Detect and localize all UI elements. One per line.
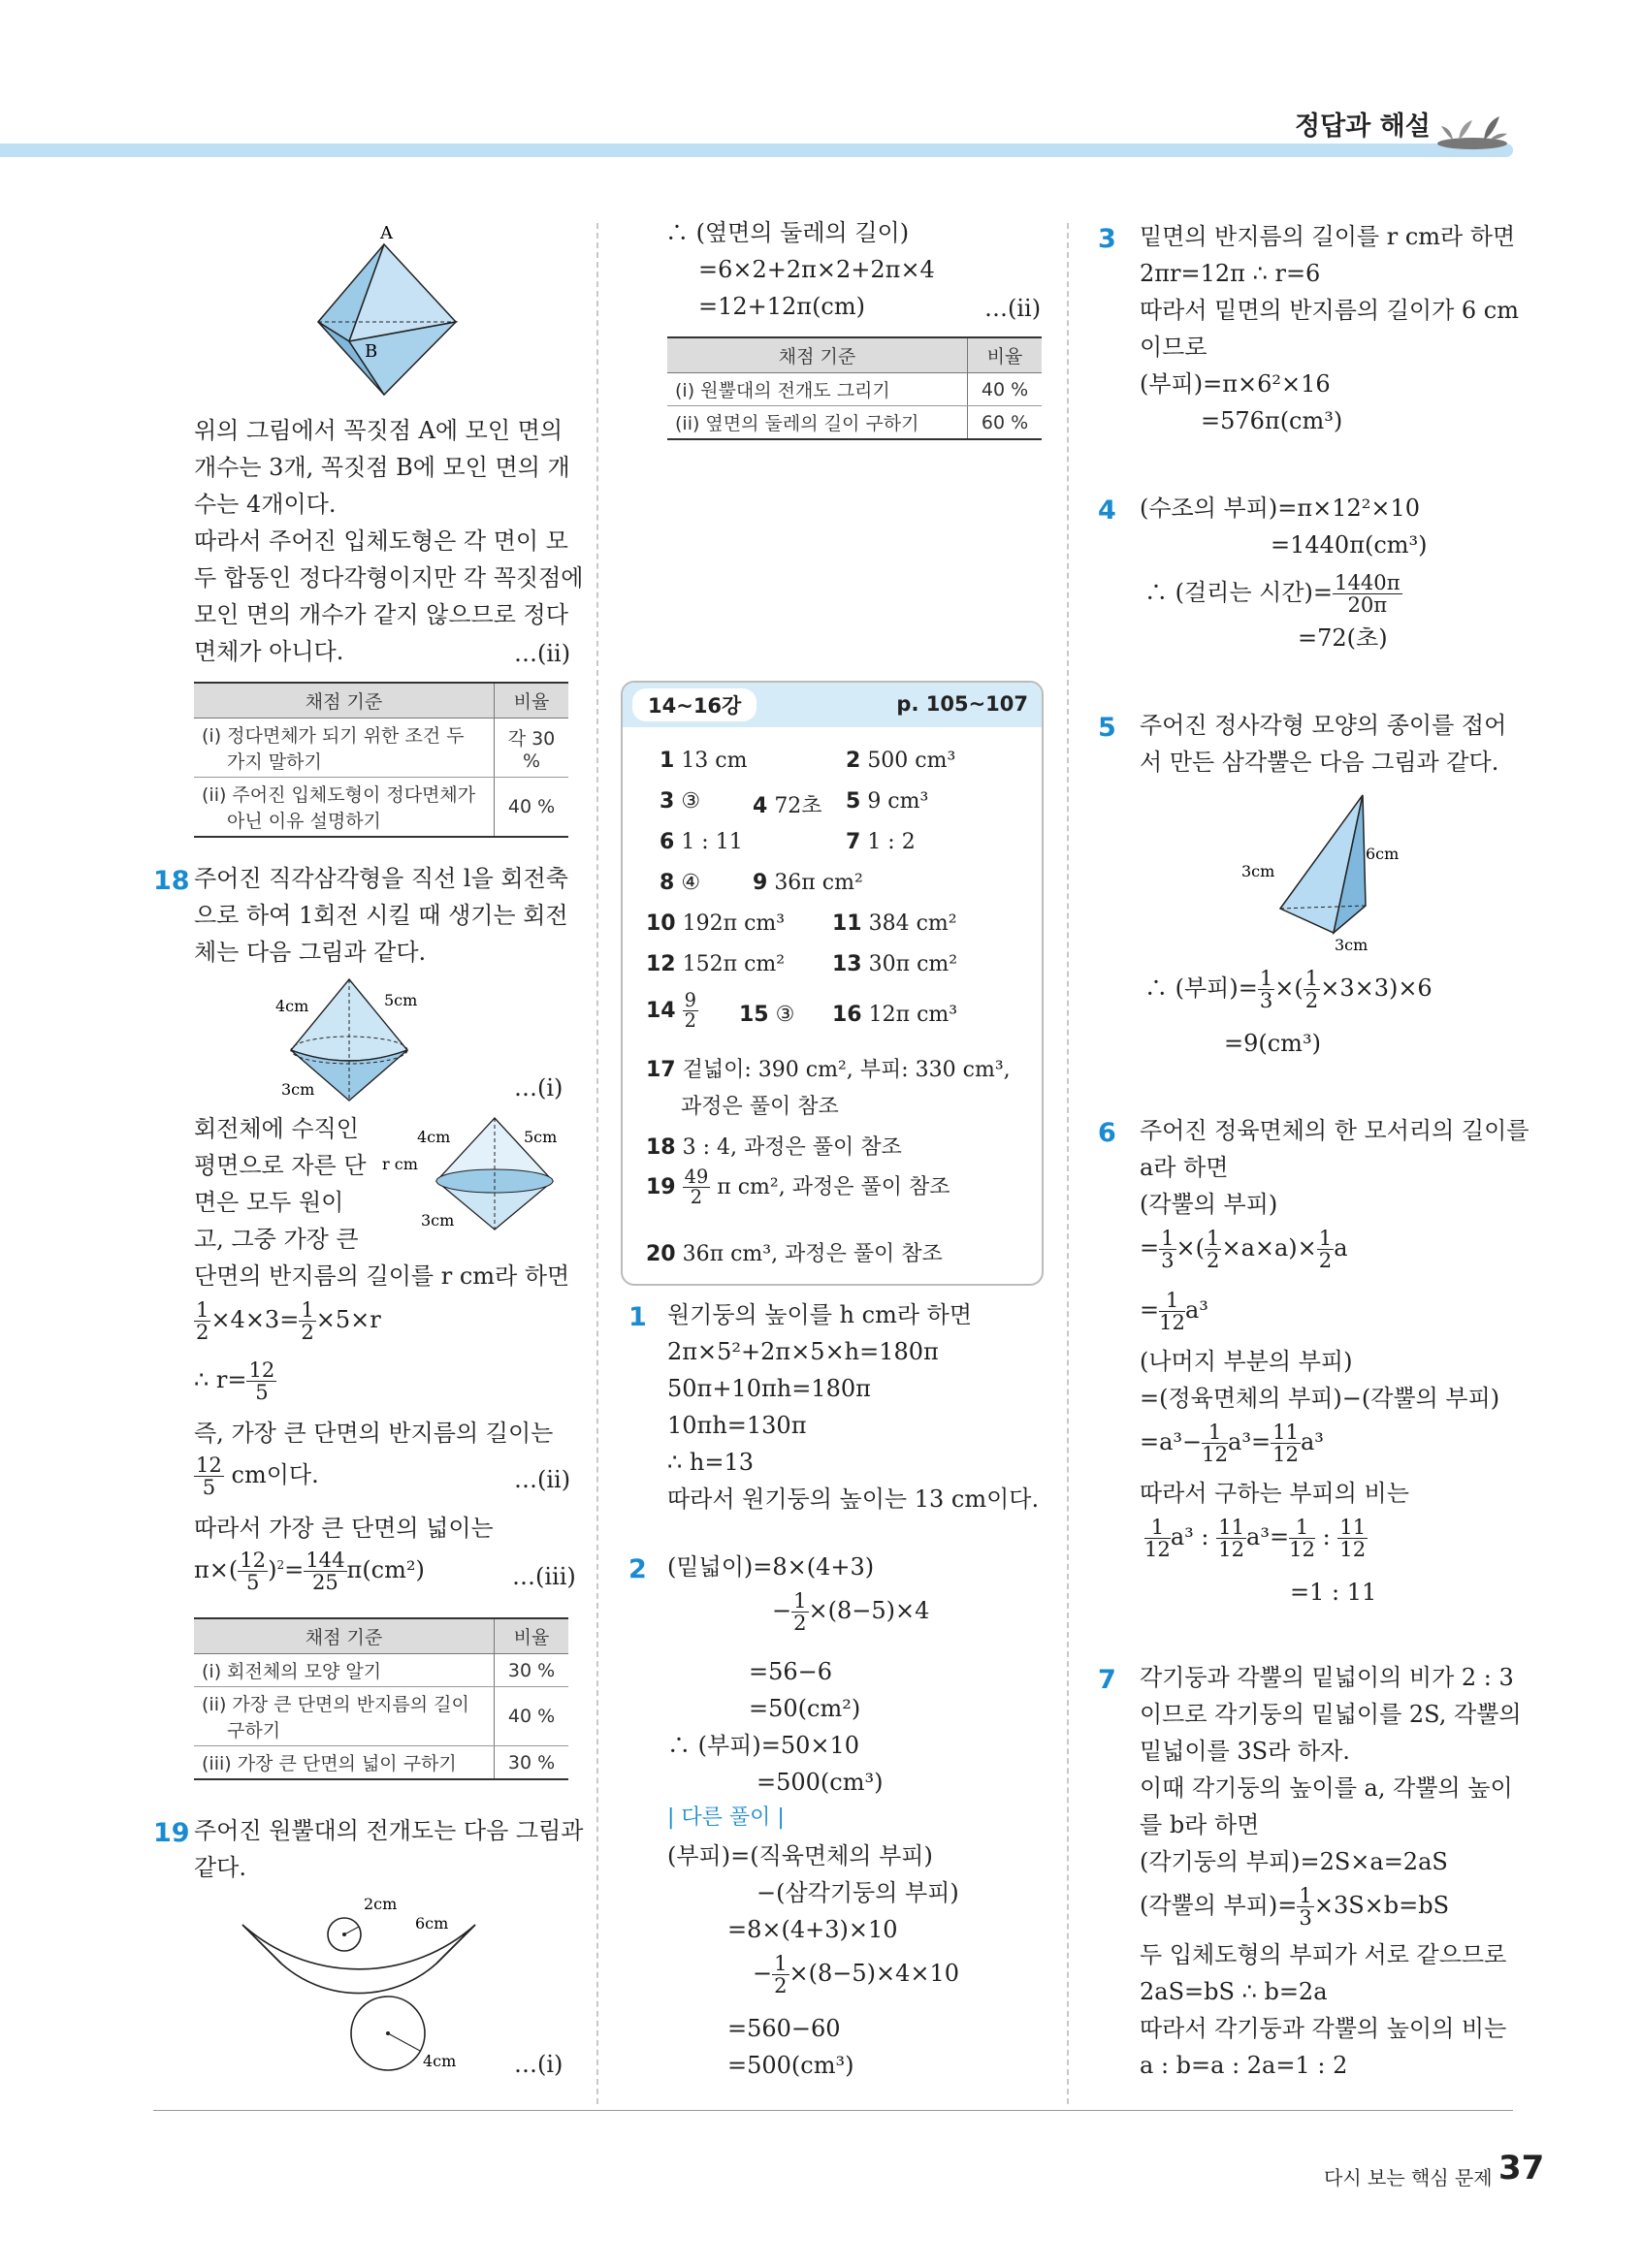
svg-text:5cm: 5cm (384, 991, 418, 1009)
column-divider (1067, 223, 1069, 2104)
text-line: 주어진 직각삼각형을 직선 l을 회전축 (194, 865, 568, 892)
text-line: 따라서 주어진 입체도형은 각 면이 모 (194, 527, 568, 555)
text-line: 2aS=bS ∴ b=2a (1140, 1978, 1328, 2005)
text-line: 주어진 원뿔대의 전개도는 다음 그림과 (194, 1817, 584, 1844)
text-line: 면체가 아니다. (194, 638, 344, 665)
question-number: 1 (628, 1302, 647, 1332)
text-line: 따라서 가장 큰 단면의 넓이는 (194, 1515, 494, 1542)
text-line: 면은 모두 원이 (194, 1189, 344, 1216)
frustum-net-figure (233, 1886, 485, 2080)
text-line: 모인 면의 개수가 같지 않으므로 정다 (194, 601, 568, 628)
svg-text:4cm: 4cm (423, 2052, 457, 2070)
equation: ∴ (걸리는 시간)= $\frac{1440\pi}{20\pi}$ (1144, 570, 1401, 618)
double-cone-section-figure (378, 1113, 572, 1239)
text-line: 따라서 원기둥의 높이는 13 cm이다. (667, 1485, 1040, 1513)
scoring-table: 채점 기준 비율 (i) 회전체의 모양 알기 30 % (ii) 가장 큰 단면의 반지름의 길이 구하기 40 % (iii) 가장 큰 단면의 넓이 구하기 30 % (194, 1617, 568, 1780)
answer-item: 16 12π cm³ (832, 1003, 958, 1027)
answer-item: 6 1 : 11 (660, 830, 743, 854)
text-line: =9(cm³) (1224, 1030, 1321, 1057)
text-line: a라 하면 (1140, 1154, 1229, 1181)
answer-item: 19 $\frac{49}{2}$ π cm², 과정은 풀이 참조 (646, 1166, 950, 1209)
svg-text:4cm: 4cm (275, 997, 309, 1015)
answer-item: 12 152π cm² (646, 952, 786, 976)
text-line: 50π+10πh=180π (667, 1375, 871, 1402)
answer-item: 14 $\frac{9}{2}$ (646, 989, 696, 1033)
equation: ∴ (부피)= $\frac{1}{3}$ ×( $\frac{1}{2}$ ×3×3)×6 (1144, 966, 1433, 1013)
question-number: 3 (1098, 224, 1116, 254)
svg-text:4cm: 4cm (417, 1128, 451, 1146)
equation: =a³− $\frac{1}{12}$ a³= $\frac{11}{12}$ a³ (1140, 1420, 1324, 1467)
marker: …(ii) (984, 295, 1042, 322)
page-range: p. 105~107 (896, 692, 1028, 716)
text-line: 밑면의 반지름의 길이를 r cm라 하면 (1140, 223, 1516, 250)
answer-item: 17 겉넓이: 390 cm², 부피: 330 cm³, (646, 1058, 1011, 1082)
question-number: 2 (628, 1554, 647, 1584)
answer-item: 과정은 풀이 참조 (681, 1095, 839, 1119)
answer-item: 9 36π cm² (753, 871, 863, 895)
marker: …(iii) (512, 1563, 576, 1590)
text-line: =1440π(cm³) (1271, 531, 1428, 559)
text-line: 평면으로 자른 단 (194, 1152, 367, 1179)
text-line: =500(cm³) (757, 1769, 884, 1796)
equation: = $\frac{1}{12}$ a³ (1140, 1288, 1208, 1335)
header-title: 정답과 해설 (1295, 112, 1431, 142)
footer-text: 다시 보는 핵심 문제 (1324, 2166, 1493, 2189)
question-number: 18 (153, 866, 190, 896)
text-line: 위의 그림에서 꼭짓점 A에 모인 면의 (194, 417, 563, 444)
question-number: 7 (1098, 1665, 1116, 1695)
equation: (각뿔의 부피)= $\frac{1}{3}$ ×3S×b=bS (1140, 1883, 1450, 1931)
text-line: 두 입체도형의 부피가 서로 같으므로 (1140, 1941, 1507, 1968)
text-line: (각뿔의 부피) (1140, 1191, 1278, 1218)
answer-key-header (623, 683, 1042, 727)
alternative-solution-label: | 다른 풀이 | (667, 1805, 785, 1830)
text-line: =576π(cm³) (1201, 407, 1343, 434)
text-line: =1 : 11 (1290, 1579, 1377, 1606)
text-line: 따라서 각기둥과 각뿔의 높이의 비는 (1140, 2015, 1507, 2042)
equation: = $\frac{1}{3}$ ×( $\frac{1}{2}$ ×a×a)× $\frac{1}{2}$ a (1140, 1226, 1348, 1273)
svg-text:3cm: 3cm (281, 1080, 315, 1099)
svg-text:3cm: 3cm (1241, 862, 1275, 880)
header-bar (0, 144, 1513, 157)
text-line: =500(cm³) (727, 2052, 854, 2079)
text-line: 이때 각기둥의 높이를 a, 각뿔의 높이 (1140, 1774, 1513, 1802)
text-line: 원기둥의 높이를 h cm라 하면 (667, 1301, 973, 1328)
equation: $\frac{1}{12}$ a³ : $\frac{11}{12}$ a³= $\frac{1}{12}$ : $\frac{11}{12}$ (1144, 1515, 1367, 1562)
answer-item: 5 9 cm³ (846, 789, 929, 814)
svg-text:r cm: r cm (382, 1155, 418, 1173)
text-line: 이므로 (1140, 334, 1207, 361)
bipyramid-figure (310, 225, 466, 399)
question-number: 5 (1098, 713, 1116, 743)
text-line: 즉, 가장 큰 단면의 반지름의 길이는 (194, 1420, 554, 1447)
text-line: 체는 다음 그림과 같다. (194, 939, 427, 966)
text-line: 따라서 구하는 부피의 비는 (1140, 1480, 1409, 1507)
answer-key-box (621, 681, 1044, 1286)
text-line: 밑넓이를 3S라 하자. (1140, 1738, 1350, 1765)
text-line: (부피)=π×6²×16 (1140, 370, 1331, 398)
text-line: 고, 그중 가장 큰 (194, 1226, 359, 1253)
vertex-a-label: A (380, 225, 393, 243)
text-line: 따라서 밑면의 반지름의 길이가 6 cm (1140, 297, 1520, 324)
text-line: (나머지 부분의 부피) (1140, 1348, 1353, 1375)
scoring-table: 채점 기준 비율 (i) 원뿔대의 전개도 그리기 40 % (ii) 옆면의 둘레의 길이 구하기 60 % (667, 336, 1042, 440)
page-number: 37 (1498, 2149, 1545, 2188)
text-line: (수조의 부피)=π×12²×10 (1140, 495, 1421, 522)
answer-item: 10 192π cm³ (646, 911, 786, 936)
text-line: 10πh=130π (667, 1412, 807, 1439)
text-line: =72(초) (1298, 624, 1388, 652)
text-line: a : b=a : 2a=1 : 2 (1140, 2052, 1348, 2079)
text-line: 두 합동인 정다각형이지만 각 꼭짓점에 (194, 564, 584, 591)
text-line: 2πr=12π ∴ r=6 (1140, 260, 1321, 287)
scoring-table: 채점 기준 비율 (i) 정다면체가 되기 위한 조건 두 가지 말하기 각 30 % (ii) 주어진 입체도형이 정다면체가 아닌 이유 설명하기 40 % (194, 682, 568, 838)
text-line: =8×(4+3)×10 (727, 1916, 898, 1943)
text-line: 개수는 3개, 꼭짓점 B에 모인 면의 개 (194, 454, 570, 481)
equation: − $\frac{1}{2}$ ×(8−5)×4 (772, 1588, 930, 1636)
vertex-b-label: B (365, 341, 378, 362)
svg-text:2cm: 2cm (364, 1895, 398, 1913)
text-line: ∴ h=13 (667, 1449, 755, 1476)
answer-item: 7 1 : 2 (846, 830, 916, 854)
marker: …(ii) (514, 1466, 571, 1493)
text-line: 이므로 각기둥의 밑넓이를 2S, 각뿔의 (1140, 1701, 1522, 1728)
text-line: =6×2+2π×2+2π×4 (698, 256, 935, 283)
text-line: 주어진 정육면체의 한 모서리의 길이를 (1140, 1117, 1529, 1144)
text-line: 같다. (194, 1854, 246, 1881)
lesson-label: 14~16강 (632, 688, 757, 721)
equation: $\frac{1}{2}$ ×4×3= $\frac{1}{2}$ ×5×r (196, 1297, 381, 1345)
answer-item: 4 72초 (753, 794, 822, 818)
question-number: 19 (153, 1818, 190, 1848)
answer-item: 20 36π cm³, 과정은 풀이 참조 (646, 1242, 943, 1266)
text-line: 단면의 반지름의 길이를 r cm라 하면 (194, 1262, 570, 1290)
answer-item: 1 13 cm (660, 749, 748, 773)
text-line: 으로 하여 1회전 시킬 때 생기는 회전 (194, 902, 568, 929)
svg-text:3cm: 3cm (421, 1211, 455, 1230)
equation: ∴ r= $\frac{12}{5}$ (194, 1358, 275, 1405)
svg-text:3cm: 3cm (1335, 936, 1368, 952)
equation: $\frac{12}{5}$ cm이다. (196, 1453, 319, 1500)
answer-item: 11 384 cm² (832, 911, 957, 936)
triangular-pyramid-figure (1241, 787, 1416, 952)
answer-item: 3 ③ (660, 789, 701, 814)
text-line: 주어진 정사각형 모양의 종이를 접어 (1140, 712, 1507, 739)
answer-item: 8 ④ (660, 871, 701, 895)
sprout-icon (1433, 107, 1511, 149)
footer-rule (153, 2110, 1513, 2111)
column-divider (596, 223, 598, 2104)
equation: π×( $\frac{12}{5}$ )$^2$= $\frac{144}{25}$ π(cm²) (194, 1548, 425, 1595)
text-line: 를 b라 하면 (1140, 1811, 1260, 1838)
marker: …(i) (514, 2051, 563, 2078)
text-line: (부피)=(직육면체의 부피) (667, 1842, 933, 1869)
equation: − $\frac{1}{2}$ ×(8−5)×4×10 (753, 1951, 960, 1998)
text-line: 서 만든 삼각뿔은 다음 그림과 같다. (1140, 749, 1499, 776)
text-line: =12+12π(cm) (698, 293, 865, 320)
answer-item: 13 30π cm² (832, 952, 958, 976)
text-line: (각기둥의 부피)=2S×a=2aS (1140, 1848, 1448, 1875)
answer-item: 2 500 cm³ (846, 749, 956, 773)
question-number: 4 (1098, 495, 1116, 526)
question-number: 6 (1098, 1118, 1116, 1148)
text-line: =50(cm²) (749, 1695, 861, 1722)
svg-text:6cm: 6cm (1366, 845, 1400, 863)
text-line: 2π×5²+2π×5×h=180π (667, 1338, 939, 1365)
svg-text:5cm: 5cm (524, 1128, 558, 1146)
text-line: −(삼각기둥의 부피) (757, 1879, 959, 1906)
text-line: 수는 4개이다. (194, 491, 337, 518)
text-line: =560−60 (727, 2015, 841, 2042)
text-line: ∴ (옆면의 둘레의 길이) (665, 219, 910, 246)
text-line: =56−6 (749, 1658, 833, 1685)
marker: …(i) (514, 1074, 563, 1102)
answer-item: 15 ③ (739, 1003, 795, 1027)
marker: …(ii) (514, 640, 571, 667)
answer-item: 18 3 : 4, 과정은 풀이 참조 (646, 1135, 902, 1160)
text-line: 각기둥과 각뿔의 밑넓이의 비가 2 : 3 (1140, 1664, 1514, 1691)
double-cone-figure (272, 974, 427, 1110)
text-line: =(정육면체의 부피)−(각뿔의 부피) (1140, 1385, 1500, 1412)
text-line: ∴ (부피)=50×10 (667, 1732, 860, 1759)
text-line: (밑넓이)=8×(4+3) (667, 1553, 875, 1581)
svg-text:6cm: 6cm (415, 1914, 449, 1933)
text-line: 회전체에 수직인 (194, 1115, 359, 1142)
